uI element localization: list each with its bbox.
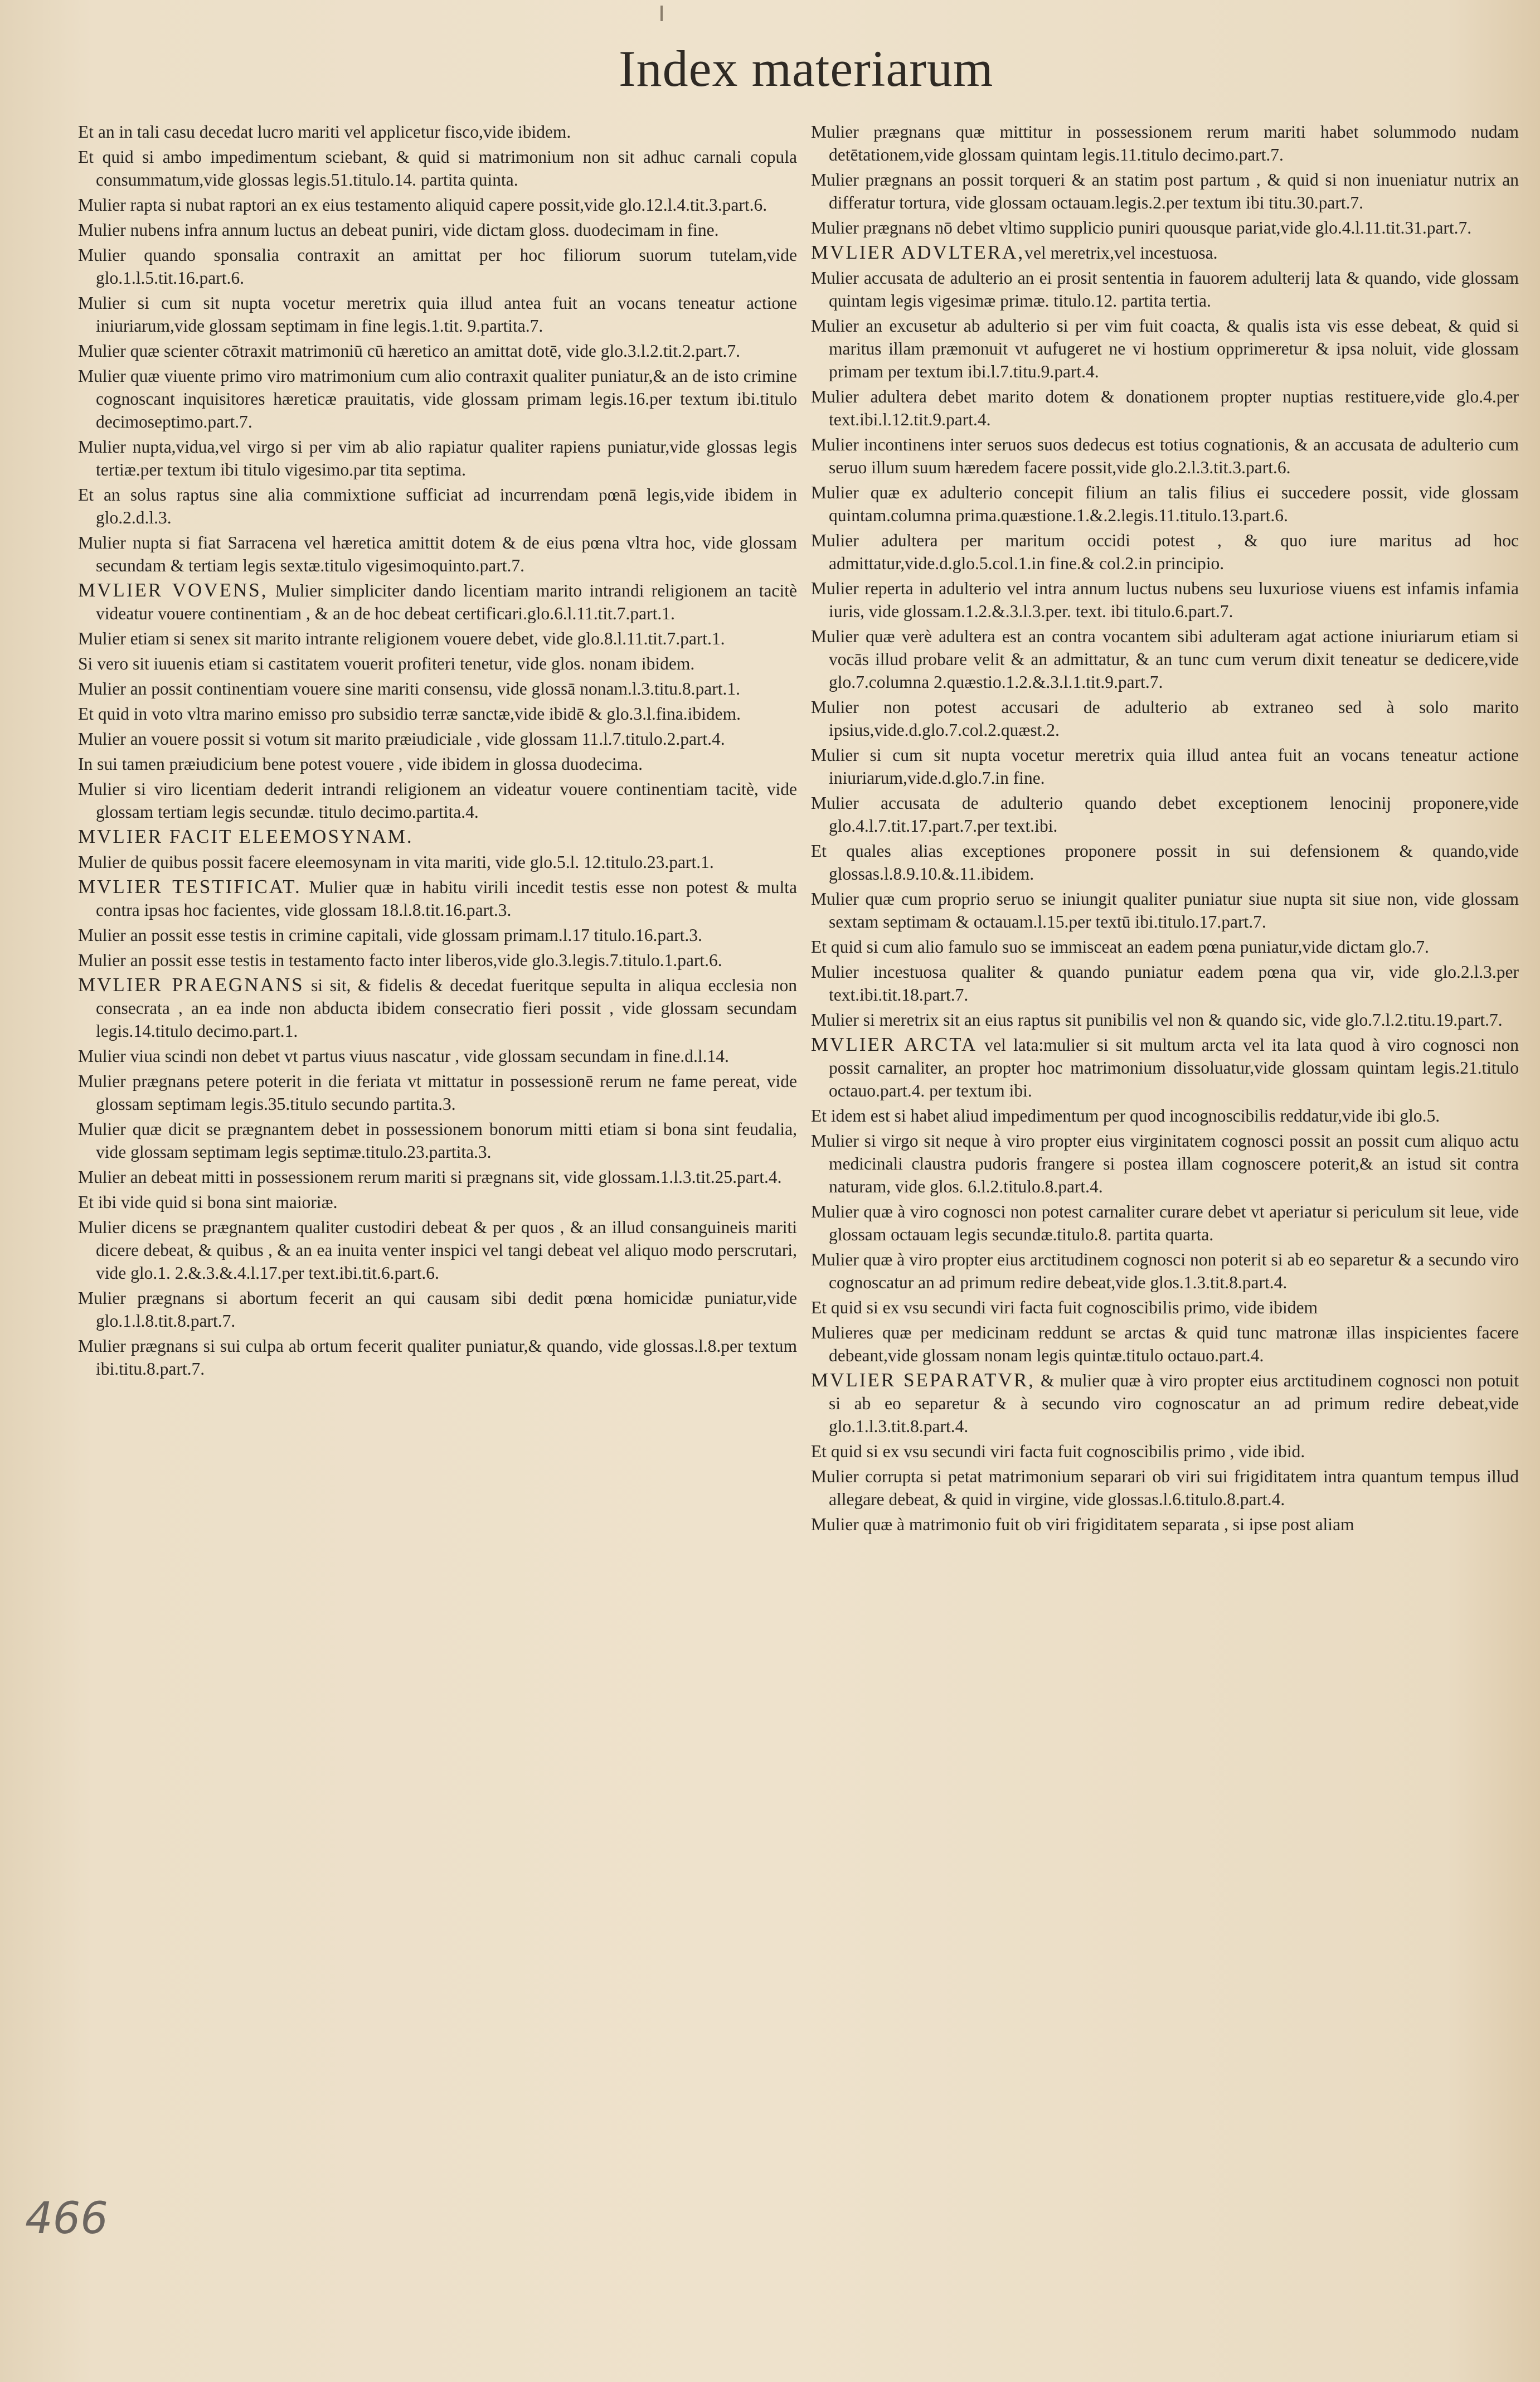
entry-text: Et an in tali casu decedat lucro mariti vel applicetur fisco,vide ibidem. [78,122,571,142]
index-entry [811,624,1519,693]
entry-text: Mulier quæ cum proprio seruo se iniungit qualiter puniatur siue nupta sit siue non, vide glossam sextam septimam & octauam.l.15.per textū ibi.titulo.17.part.7. [811,889,1519,932]
entry-text: Mulier adultera debet marito dotem & donationem propter nuptias restituere,vide glo.4.per text.ibi.l.12.tit.9.part.4. [811,387,1519,429]
entry-text: Mulier quæ ex adulterio concepit filium an talis filius ei succedere possit, vide glossam quintam.columna prima.quæstione.1.&.2.legis.11.titulo.13.part.6. [811,483,1519,525]
entry-text: Mulier rapta si nubat raptori an ex eius testamento aliquid capere possit,vide glo.12.l.4.tit.3.part.6. [78,195,767,215]
index-entry [811,695,1519,741]
entry-text: vel lata:mulier si sit multum arcta vel ita lata quod à viro cognosci non possit carnaliter, an propter hoc matrimonium dissoluatur,vide glossam quintam legis.21.titulo octauo.part.4. per textum ibi. [829,1035,1519,1100]
entry-text: Mulier incestuosa qualiter & quando puniatur eadem pœna qua vir, vide glo.2.l.3.per text.ibi.tit.18.part.7. [811,962,1519,1005]
index-entry [78,483,797,529]
entry-text: Mulier adultera per maritum occidi potest , & quo iure maritus ad hoc admittatur,vide.d.glo.5.col.1.in fine.& col.2.in principio. [811,531,1519,573]
entry-text: Mulier prægnans nō debet vltimo supplicio puniri quousque pariat,vide glo.4.l.11.tit.31.part.7. [811,218,1472,237]
index-entry [78,1117,797,1163]
index-entry [78,435,797,481]
entry-text: Mulier viua scindi non debet vt partus viuus nascatur , vide glossam secundam in fine.d.l.14. [78,1046,729,1066]
entry-heading: MVLIER ARCTA [811,1034,978,1055]
index-entry [811,1033,1519,1102]
index-entry [811,216,1519,239]
index-entry [78,1190,797,1214]
index-entry [78,339,797,362]
index-entry [78,243,797,289]
entry-text: Et quid si cum alio famulo suo se immisceat an eadem pœna puniatur,vide dictam glo.7. [811,937,1429,957]
index-entry [78,973,797,1042]
index-entry [78,727,797,750]
index-entry [78,875,797,921]
entry-text: Mulier quæ dicit se prægnantem debet in possessionem bonorum mitti etiam si bona sint feudalia, vide glossam septimam legis septimæ.titulo.23.partita.3. [78,1119,797,1162]
entry-text: Mulier prægnans quæ mittitur in possessionem rerum mariti habet solummodo nudam detētationem,vide glossam quintam legis.11.titulo decimo.part.7. [811,122,1519,164]
index-entry [811,385,1519,431]
index-entry [811,120,1519,166]
index-entry [78,627,797,650]
entry-text: Mulier nubens infra annum luctus an debeat puniri, vide dictam gloss. duodecimam in fine. [78,220,719,240]
index-entry [78,531,797,577]
entry-text: Mulier simpliciter dando licentiam marito intrandi religionem an tacitè videatur vouere continentiam , & an de hoc debeat certificari.glo.6.l.11.tit.7.part.1. [96,581,797,623]
entry-text: Mulier quæ à viro cognosci non potest carnaliter curare debet vt aperiatur si periculum sit leue, vide glossam octauam legis secundæ.titulo.8. partita quarta. [811,1202,1519,1244]
entry-text: vel meretrix,vel incestuosa. [1024,243,1218,263]
right-column [811,120,1519,1537]
entry-text: Mulier si virgo sit neque à viro propter eius virginitatem cognosci possit an possit cum aliquo actu medicinali claustra pudoris frangere si postea illam cognoscere poterit,& an istud sit contra naturam, vide glos. 6.l.2.titulo.8.part.4. [811,1131,1519,1196]
entry-text: Mulier nupta,vidua,vel virgo si per vim ab alio rapiatur qualiter rapiens puniatur,vide glossas legis tertiæ.per textum ibi titulo vigesimo.par tita septima. [78,437,797,479]
entry-text: Mulier quæ à viro propter eius arctitudinem cognosci non poterit si ab eo separetur & a secundo viro cognoscatur an ad primum redire debeat,vide glos.1.3.tit.8.part.4. [811,1250,1519,1292]
index-entry [78,120,797,143]
index-entry [78,1165,797,1188]
index-entry [78,702,797,725]
entry-text: Mulier quando sponsalia contraxit an amittat per hoc filiorum suorum tutelam,vide glo.1.l.5.tit.16.part.6. [78,245,797,288]
index-entry [811,1129,1519,1198]
index-entry [78,850,797,874]
index-entry [811,1321,1519,1367]
index-entry [811,576,1519,623]
entry-text: Mulier nupta si fiat Sarracena vel hæretica amittit dotem & de eius pœna vltra hoc, vide glossam secundam & tertiam legis sextæ.titulo vigesimoquinto.part.7. [78,533,797,575]
entry-text: Mulier si viro licentiam dederit intrandi religionem an videatur vouere continentiam tacitè, vide glossam tertiam legis secundæ. titulo decimo.partita.4. [78,779,797,822]
index-entry [811,887,1519,933]
index-entry [811,1369,1519,1438]
index-entry [811,266,1519,312]
index-entry [78,825,797,848]
index-entry [811,1464,1519,1511]
index-entry [811,1008,1519,1031]
entry-text: Mulier quæ à matrimonio fuit ob viri frigiditatem separata , si ipse post aliam [811,1515,1354,1534]
index-entry [811,839,1519,885]
index-entry [78,1044,797,1068]
page-title: Index materiarum [619,40,994,97]
index-entry [78,1286,797,1332]
entry-heading: MVLIER PRAEGNANS [78,974,304,996]
entry-text: Mulier reperta in adulterio vel intra annum luctus nubens seu luxuriose viuens est infamis infamia iuris, vide glossam.1.2.&.3.l.3.per. text. ibi titulo.6.part.7. [811,579,1519,621]
entry-text: Et quid in voto vltra marino emisso pro subsidio terræ sanctæ,vide ibidē & glo.3.l.fina.ibidem. [78,704,741,724]
index-entry [78,218,797,241]
index-entry [811,481,1519,527]
index-entry [78,1334,797,1380]
index-entry [78,364,797,433]
index-entry [78,752,797,775]
index-entry [78,1215,797,1284]
index-entry [811,528,1519,575]
entry-text: Et quid si ex vsu secundi viri facta fuit cognoscibilis primo , vide ibid. [811,1442,1305,1461]
entry-text: Mulier si meretrix sit an eius raptus sit punibilis vel non & quando sic, vide glo.7.l.2.titu.19.part.7. [811,1010,1503,1030]
entry-text: Mulier quæ verè adultera est an contra vocantem sibi adulteram agat actione iniuriarum etiam si vocās illud probare velit & an admittatur, & an tunc cum verum dixit teneatur se dedicere,vide glo.7.columna 2.quæstio.1.2.&.3.l.1.tit.9.part.7. [811,627,1519,692]
entry-text: Mulier quæ scienter cōtraxit matrimoniū cū hæretico an amittat dotē, vide glo.3.l.2.tit.2.part.7. [78,341,740,361]
entry-text: Mulier an possit esse testis in testamento facto inter liberos,vide glo.3.legis.7.titulo.1.part.6. [78,950,722,970]
entry-text: Mulier an possit continentiam vouere sine mariti consensu, vide glossā nonam.l.3.titu.8.part.1. [78,679,741,698]
entry-text: Mulier an excusetur ab adulterio si per vim fuit coacta, & qualis ista vis esse debeat, & quid si maritus illam præmonuit vt aufugeret ne vi hostium opprimeretur & ipsa noluit, vide glossam primam per textum ibi.l.7.titu.9.part.4. [811,316,1519,381]
entry-text: Et quales alias exceptiones proponere possit in sui defensionem & quando,vide glossas.l.8.9.10.&.11.ibidem. [811,841,1519,884]
index-entry [78,579,797,625]
entry-heading: MVLIER SEPARATVR, [811,1369,1035,1391]
entry-text: Mulier an debeat mitti in possessionem rerum mariti si prægnans sit, vide glossam.1.l.3.tit.25.part.4. [78,1167,782,1187]
index-entry [811,1248,1519,1294]
entry-text: Et quid si ambo impedimentum sciebant, & quid si matrimonium non sit adhuc carnali copula consummatum,vide glossas legis.51.titulo.14. partita quinta. [78,147,797,190]
left-column [78,120,797,1382]
index-entry [811,743,1519,789]
entry-text: Mulier corrupta si petat matrimonium separari ob viri sui frigiditatem intra quantum tempus illud allegare debeat, & quid in virgine, vide glossas.l.6.titulo.8.part.4. [811,1467,1519,1509]
index-entry [78,652,797,675]
entry-text: si sit, & fidelis & decedat fueritque sepulta in aliqua ecclesia non consecrata , an ea inde non abducta ibidem consecratio fieri possit , vide glossam secundam legis.14.titulo decimo.part.1. [96,976,797,1041]
index-entry [811,935,1519,958]
entry-text: Mulier prægnans an possit torqueri & an statim post partum , & quid si non inueniatur nutrix an differatur tortura, vide glossam octauam.legis.2.per textum ibi titu.30.part.7. [811,170,1519,212]
entry-heading: MVLIER FACIT ELEEMOSYNAM. [78,826,414,847]
index-entry [78,193,797,216]
index-entry [811,241,1519,264]
index-entry [811,1104,1519,1127]
entry-text: Mulier si cum sit nupta vocetur meretrix quia illud antea fuit an vocans teneatur actione iniuriarum,vide.d.glo.7.in fine. [811,745,1519,788]
entry-heading: MVLIER ADVLTERA, [811,241,1025,263]
entry-text: Mulier prægnans si abortum fecerit an qui causam sibi dedit pœna homicidæ puniatur,vide glo.1.l.8.tit.8.part.7. [78,1288,797,1331]
entry-text: Et idem est si habet aliud impedimentum per quod incognoscibilis reddatur,vide ibi glo.5. [811,1106,1440,1125]
entry-text: Mulier accusata de adulterio an ei prosit sententia in fauorem adulterij lata & quando, vide glossam quintam legis vigesimæ primæ. titulo.12. partita tertia. [811,268,1519,311]
entry-text: Mulier incontinens inter seruos suos dedecus est totius cognationis, & an accusata de adulterio cum seruo illum suum hæredem facere possit,vide glo.2.l.3.tit.3.part.6. [811,435,1519,477]
entry-text: Mulier si cum sit nupta vocetur meretrix quia illud antea fuit an vocans teneatur actione iniuriarum,vide glossam septimam in fine legis.1.tit. 9.partita.7. [78,293,797,336]
entry-text: Et ibi vide quid si bona sint maioriæ. [78,1192,338,1212]
entry-text: Mulier an vouere possit si votum sit marito præiudiciale , vide glossam 11.l.7.titulo.2.part.4. [78,729,725,749]
index-entry [78,923,797,947]
entry-text: Mulier non potest accusari de adulterio ab extraneo sed à solo marito ipsius,vide.d.glo.7.col.2.quæst.2. [811,697,1519,740]
entry-text: Mulier etiam si senex sit marito intrante religionem vouere debet, vide glo.8.l.11.tit.7.part.1. [78,629,725,648]
index-entry [78,948,797,972]
entry-text: Mulier dicens se prægnantem qualiter custodiri debeat & per quos , & an illud consanguineis mariti dicere debeat, & quibus , & an ea inuita venter inspici vel tangi debeat vel aliquo modo perscrutari, vide glo.1. 2.&.3.&.4.l.17.per text.ibi.tit.6.part.6. [78,1217,797,1283]
entry-text: In sui tamen præiudicium bene potest vouere , vide ibidem in glossa duodecima. [78,754,643,774]
entry-text: Mulier an possit esse testis in crimine capitali, vide glossam primam.l.17 titulo.16.part.3. [78,925,702,945]
entry-heading: MVLIER VOVENS, [78,579,268,601]
index-entry [811,1439,1519,1463]
entry-text: Mulier quæ in habitu virili incedit testis esse non potest & multa contra ipsas hoc facientes, vide glossam 18.l.8.tit.16.part.3. [96,877,797,920]
entry-text: Mulier quæ viuente primo viro matrimonium cum alio contraxit qualiter puniatur,& an de isto crimine cognoscant inquisitores hæreticæ prauitatis, vide glossam primam legis.16.per textum ibi.titulo decimoseptimo.part.7. [78,366,797,431]
entry-heading: MVLIER TESTIFICAT. [78,876,302,898]
index-entry [811,791,1519,837]
entry-text: Si vero sit iuuenis etiam si castitatem vouerit profiteri tenetur, vide glos. nonam ibidem. [78,654,695,673]
index-entry [811,168,1519,214]
entry-text: Mulier prægnans petere poterit in die feriata vt mittatur in possessionē rerum ne fame pereat, vide glossam septimam legis.35.titulo secundo partita.3. [78,1071,797,1114]
entry-text: Mulier prægnans si sui culpa ab ortum fecerit qualiter puniatur,& quando, vide glossas.l.8.per textum ibi.titu.8.part.7. [78,1336,797,1379]
entry-text: Mulier de quibus possit facere eleemosynam in vita mariti, vide glo.5.l. 12.titulo.23.part.1. [78,852,714,872]
index-entry [78,145,797,191]
index-entry [811,960,1519,1006]
entry-text: Mulier accusata de adulterio quando debet exceptionem lenocinij proponere,vide glo.4.l.7.tit.17.part.7.per text.ibi. [811,793,1519,836]
index-entry [811,1200,1519,1246]
index-entry [78,1069,797,1115]
handwritten-page-number: 466 [25,2194,108,2244]
index-entry [811,314,1519,383]
page-speck [660,6,663,21]
entry-text: Et an solus raptus sine alia commixtione sufficiat ad incurrendam pœnā legis,vide ibidem in glo.2.d.l.3. [78,485,797,527]
entry-text: Et quid si ex vsu secundi viri facta fuit cognoscibilis primo, vide ibidem [811,1298,1318,1317]
index-entry [811,1512,1519,1536]
index-entry [811,1296,1519,1319]
index-entry [78,677,797,700]
entry-text: Mulieres quæ per medicinam reddunt se arctas & quid tunc matronæ illas inspicientes facere debeant,vide glossam nonam legis quintæ.titulo octauo.part.4. [811,1323,1519,1365]
index-entry [78,291,797,337]
entry-text: & mulier quæ à viro propter eius arctitudinem cognosci non potuit si ab eo separetur & à secundo viro cognoscatur an ad primum redire debeat,vide glo.1.l.3.tit.8.part.4. [829,1371,1519,1436]
index-entry [78,777,797,823]
index-entry [811,433,1519,479]
